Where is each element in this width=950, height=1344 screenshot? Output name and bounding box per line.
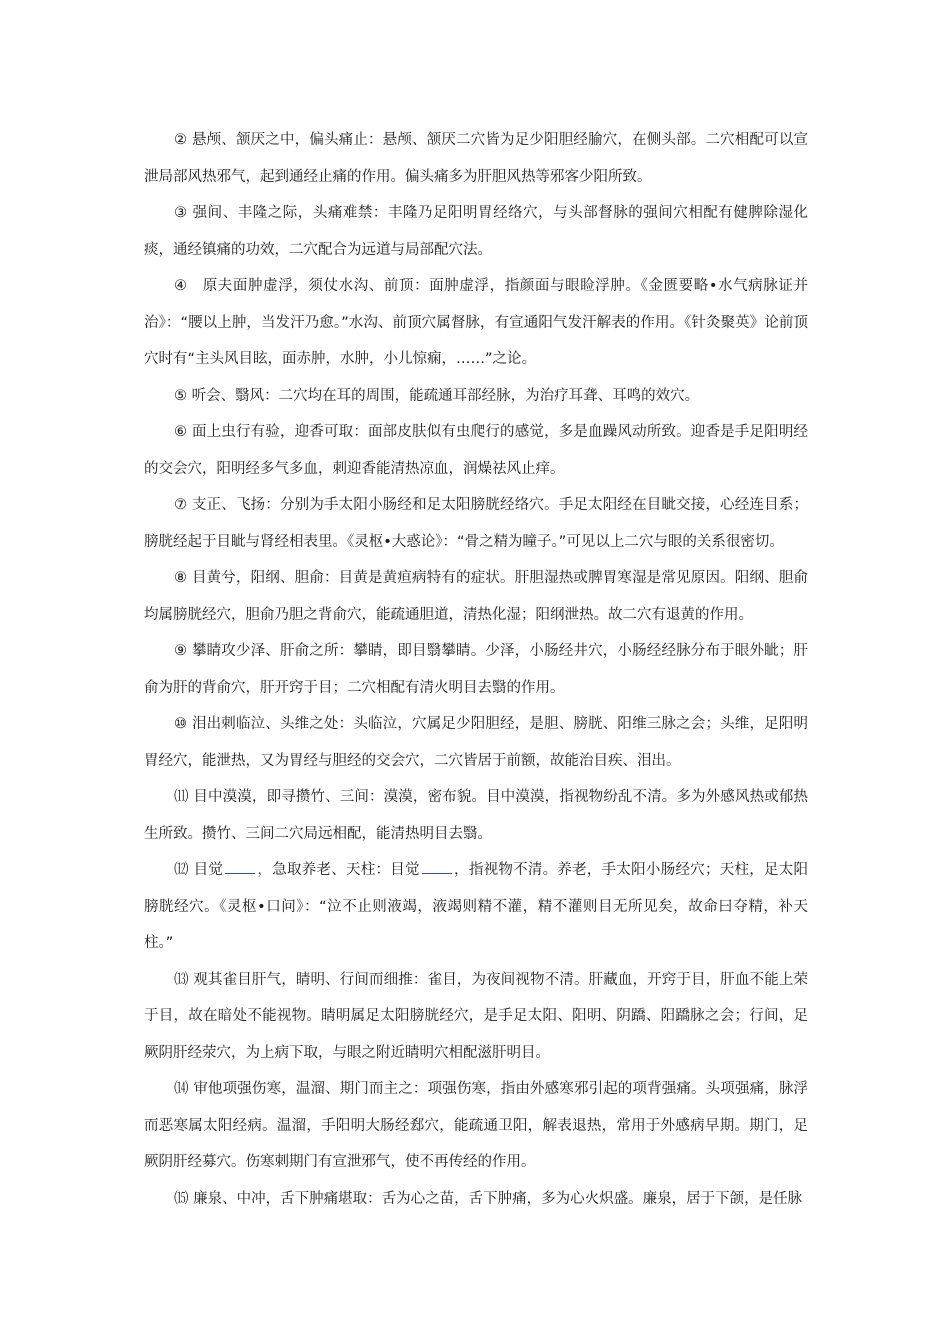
paragraph-14: ⒁ 审他项强伤寒，温溜、期门而主之：项强伤寒，指由外感寒邪引起的项背强痛。头项强痛，脉浮而恶寒属太阳经病。温溜，手阳明大肠经郄穴，能疏通卫阳，解表退热，常用于外感病早期。期门，足厥阴肝经募穴。伤寒刺期门有宣泄邪气，使不再传经的作用。 (144, 1081, 808, 1170)
paragraph-12-part3: 急取养老、天柱：目觉 (272, 862, 420, 878)
body-text (144, 122, 808, 1217)
paragraph-11: ⑾ 目中漠漠，即寻攒竹、三间：漠漠，密布貌。目中漠漠，指视物纷乱不清。多为外感风热或郁热生所致。攒竹、三间二穴局远相配，能清热明目去翳。 (144, 789, 808, 842)
paragraph-12-part2: ， (257, 862, 273, 878)
paragraph-12 (144, 852, 808, 962)
fill-blank-1 (225, 859, 255, 874)
paragraph-13: ⒀ 观其雀目肝气，睛明、行间而细推：雀目，为夜间视物不清。肝藏血，开窍于目，肝血不能上荣于目，故在暗处不能视物。睛明属足太阳膀胱经穴，是手足太阳、阳明、阴蹻、阳蹻脉之会；行间，足厥阴肝经荥穴，为上病下取，与眼之附近睛明穴相配滋肝明目。 (144, 971, 808, 1061)
paragraph-5: ⑤ 听会、翳风：二穴均在耳的周围，能疏通耳部经脉，为治疗耳聋、耳鸣的效穴。 (174, 387, 700, 404)
paragraph-9: ⑨ 攀睛攻少泽、肝俞之所：攀睛，即目翳攀睛。少泽，小肠经井穴，小肠经经脉分布于眼外眦；肝俞为肝的背俞穴，肝开窍于目；二穴相配有清火明目去翳的作用。 (144, 643, 808, 696)
paragraph-12-part1: ⑿ 目觉 (174, 862, 224, 878)
paragraph-10: ⑩ 泪出刺临泣、头维之处：头临泣，穴属足少阳胆经，是胆、膀胱、阳维三脉之会；头维，足阳明胃经穴，能泄热，又为胃经与胆经的交会穴，二穴皆居于前额，故能治目疾、泪出。 (144, 716, 808, 769)
paragraph-2: ② 悬颅、颔厌之中，偏头痛止：悬颅、颔厌二穴皆为足少阳胆经腧穴，在侧头部。二穴相配可以宣泄局部风热邪气，起到通经止痛的作用。偏头痛多为肝胆风热等邪客少阳所致。 (144, 132, 808, 185)
fill-blank-2 (422, 859, 452, 874)
paragraph-8: ⑧ 目黄兮，阳纲、胆俞：目黄是黄疸病特有的症状。肝胆湿热或脾胃寒湿是常见原因。阳纲、胆俞均属膀胱经穴，胆俞乃胆之背俞穴，能疏通胆道，清热化湿；阳纲泄热。故二穴有退黄的作用。 (144, 570, 808, 623)
paragraph-6: ⑥ 面上虫行有验，迎香可取：面部皮肤似有虫爬行的感觉，多是血躁风动所致。迎香是手足阳明经的交会穴，阳明经多气多血，刺迎香能清热凉血，润燥祛风止痒。 (144, 424, 808, 477)
paragraph-3: ③ 强间、丰隆之际，头痛难禁：丰隆乃足阳明胃经络穴，与头部督脉的强间穴相配有健脾除湿化痰，通经镇痛的功效，二穴配合为远道与局部配穴法。 (144, 205, 808, 258)
paragraph-7: ⑦ 支正、飞扬：分别为手太阳小肠经和足太阳膀胱经络穴。手足太阳经在目眦交接，心经连目系；膀胱经起于目眦与肾经相表里。《灵枢•大惑论》：“骨之精为瞳子。”可见以上二穴与眼的关系很密切。 (144, 497, 808, 550)
paragraph-15: ⒂ 廉泉、中冲，舌下肿痛堪取：舌为心之苗，舌下肿痛，多为心火炽盛。廉泉，居于下颌，是任脉 (174, 1190, 803, 1207)
paragraph-4: ④ 原夫面肿虚浮，须仗水沟、前顶：面肿虚浮，指颜面与眼睑浮肿。《金匮要略•水气病脉证并治》：“腰以上肿，当发汗乃愈。”水沟、前顶穴属督脉，有宣通阳气发汗解表的作用。《针灸聚英》论前顶穴时有“主头风目眩，面赤肿，水肿，小儿惊痫，……”之论。 (144, 278, 808, 367)
paragraph-12-part4: ，指视物不清。养老，手太阳小肠经穴；天柱，足太阳膀胱经穴。《灵枢•口问》：“泣不止则液竭，液竭则精不灌，精不灌则目无所见矣，故命曰夺精，补天柱。” (144, 862, 809, 951)
